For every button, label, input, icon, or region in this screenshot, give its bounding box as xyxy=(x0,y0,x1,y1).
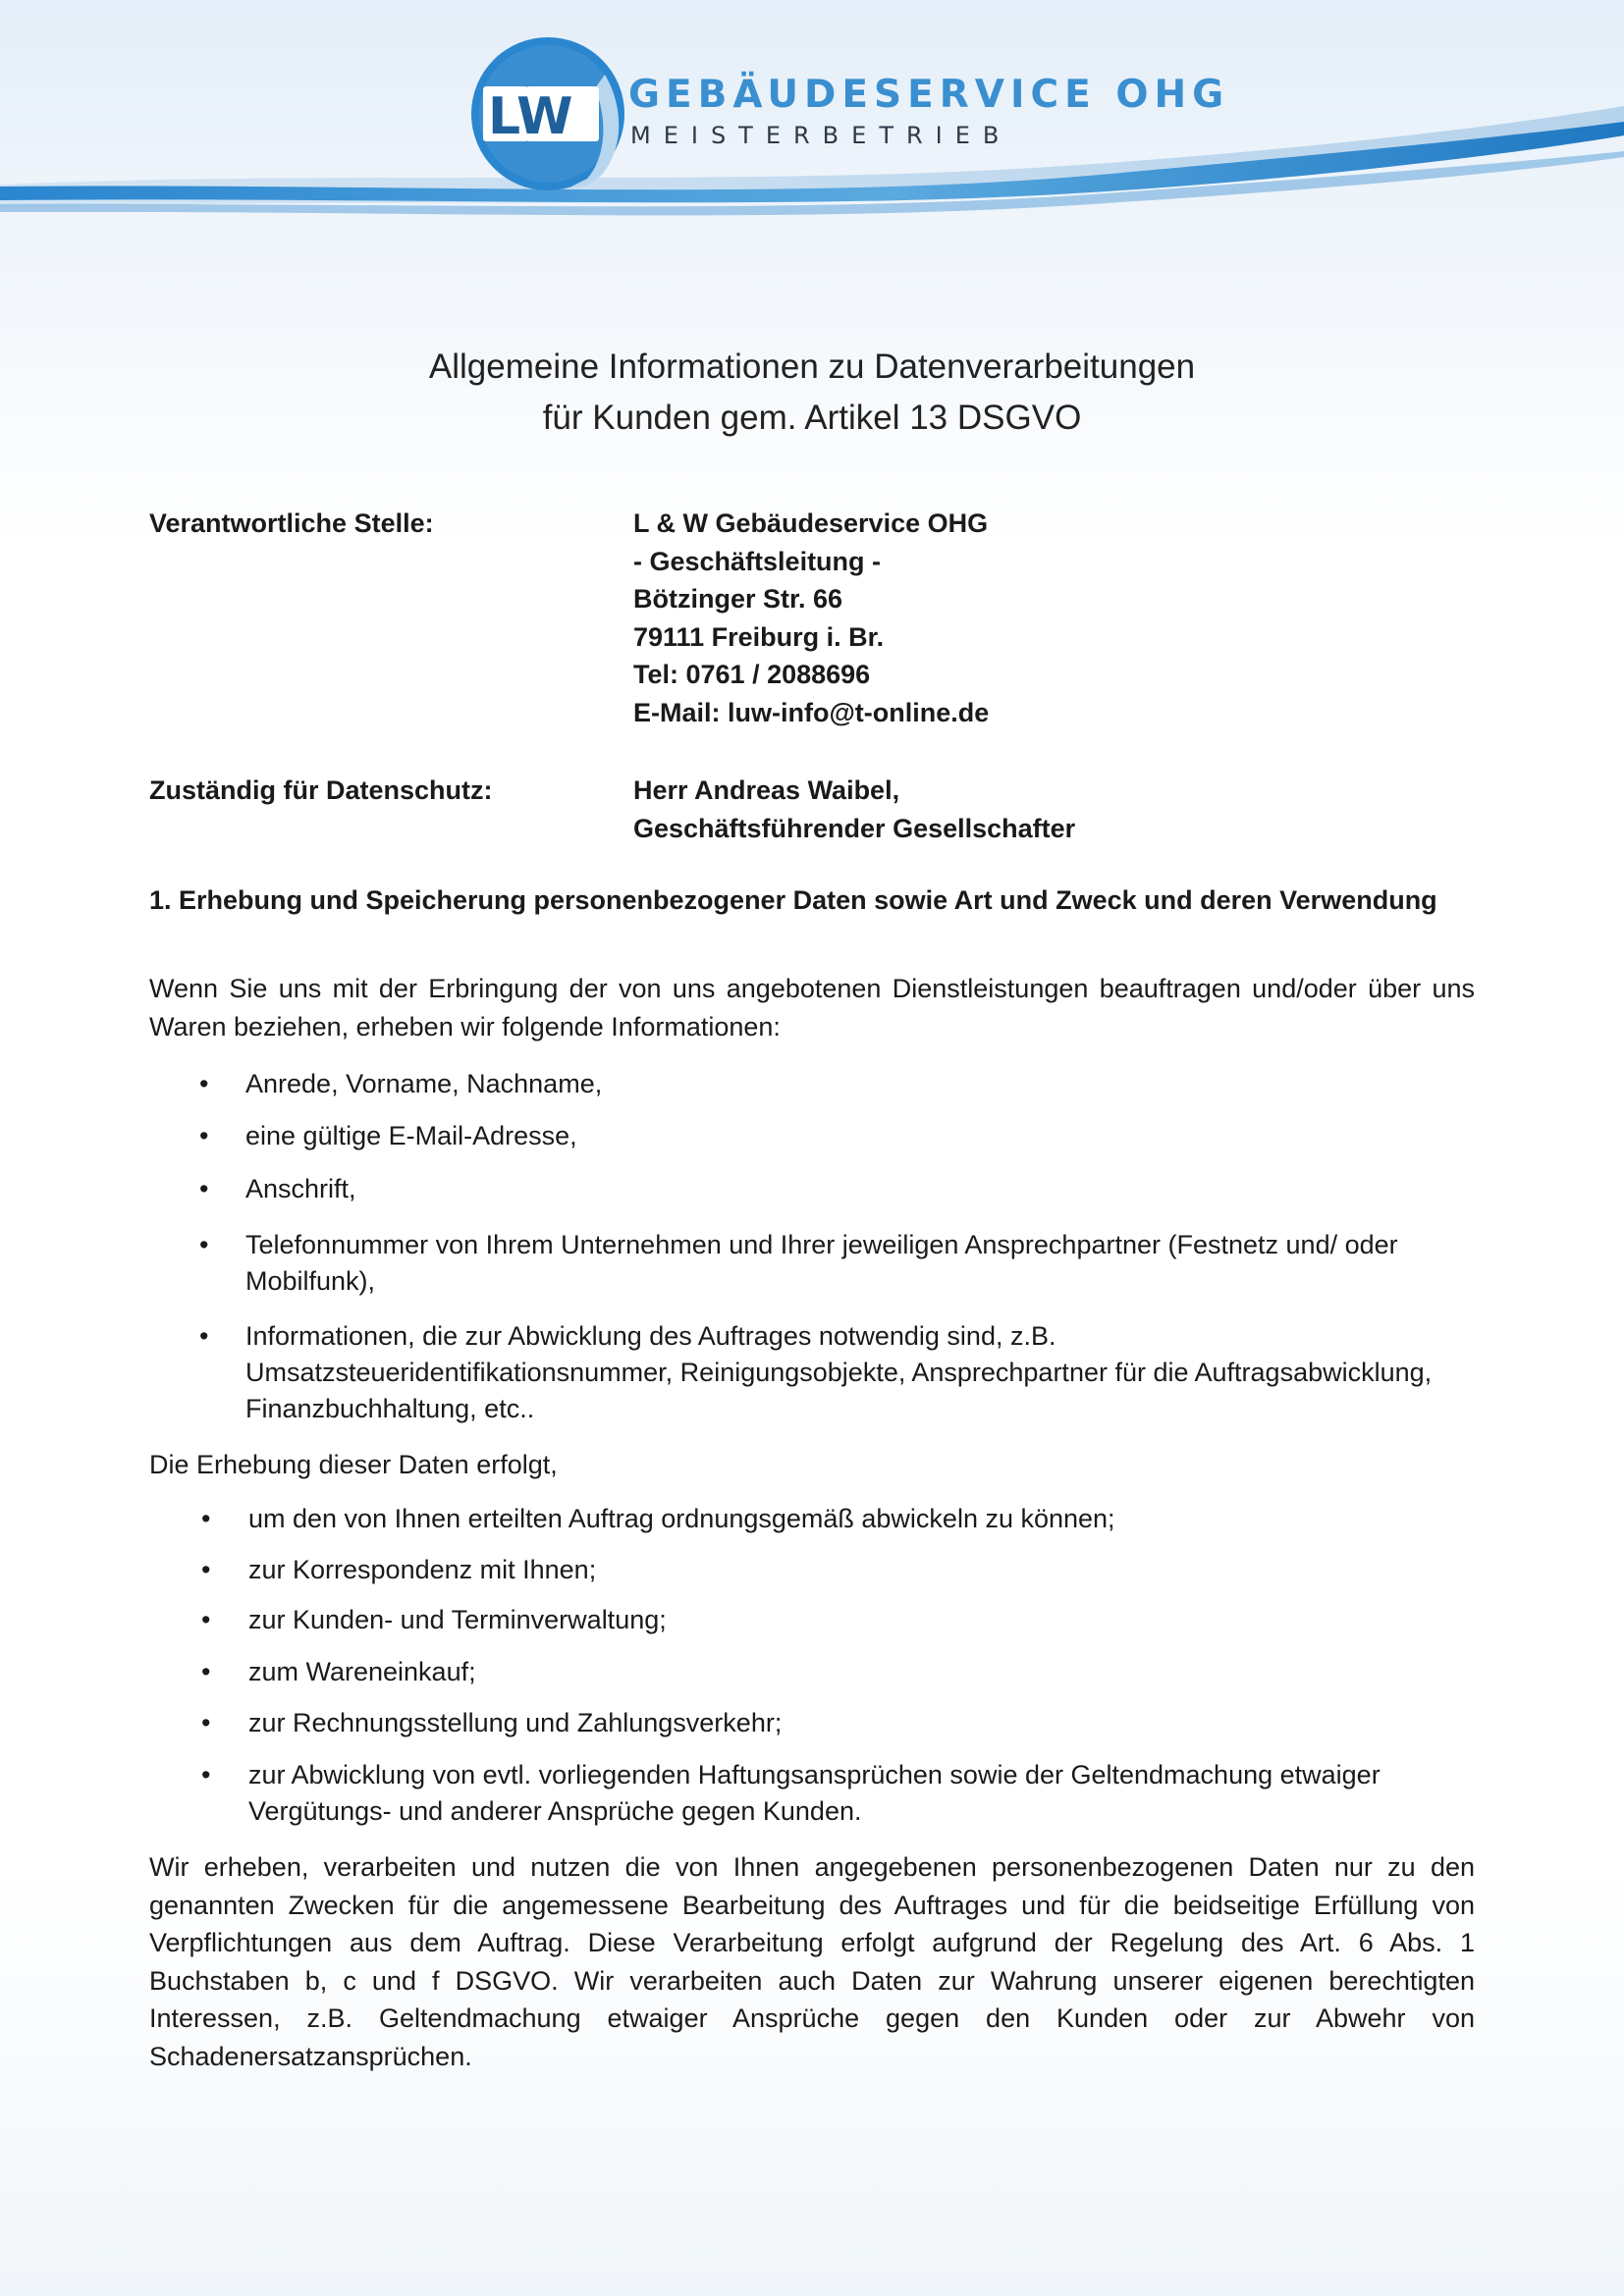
responsible-address xyxy=(633,505,989,731)
section-1-heading: 1. Erhebung und Speicherung personenbezogener Daten sowie Art und Zweck und deren Verwendung xyxy=(149,885,1437,915)
list-item-text: um den von Ihnen erteilten Auftrag ordnungsgemäß abwickeln zu können; xyxy=(248,1504,1115,1533)
list-item-text: eine gültige E-Mail-Adresse, xyxy=(245,1121,577,1150)
bullet: • xyxy=(201,1605,211,1634)
responsible-label: Verantwortliche Stelle: xyxy=(149,508,434,538)
bullet: • xyxy=(201,1555,211,1584)
bullet: • xyxy=(201,1504,211,1533)
data-protection-person: Herr Andreas Waibel, xyxy=(633,775,900,805)
section-1-intro: Wenn Sie uns mit der Erbringung der von uns angebotenen Dienstleistungen beauftragen und/oder über uns Waren beziehen, erheben wir folgende Informationen: xyxy=(149,974,1475,1041)
list-item-text: Anschrift, xyxy=(245,1174,356,1203)
responsible-company: L & W Gebäudeservice OHG xyxy=(633,508,989,538)
title-line-1: Allgemeine Informationen zu Datenverarbeitungen xyxy=(428,347,1196,386)
list-item-text: zur Rechnungsstellung und Zahlungsverkehr; xyxy=(248,1708,783,1737)
bullet: • xyxy=(201,1708,211,1737)
data-protection-contact xyxy=(633,772,1075,847)
company-name: GEBÄUDESERVICE OHG xyxy=(628,73,1230,117)
list-item-text: zur Korrespondenz mit Ihnen; xyxy=(248,1555,597,1584)
bullet: • xyxy=(199,1121,209,1150)
letterhead xyxy=(0,0,1624,324)
bullet: • xyxy=(199,1321,209,1351)
bullet: • xyxy=(201,1760,211,1789)
responsible-street: Bötzinger Str. 66 xyxy=(633,584,843,614)
company-logo xyxy=(458,35,644,192)
responsible-email: E-Mail: luw-info@t-online.de xyxy=(633,697,990,727)
bullet: • xyxy=(199,1174,209,1203)
list-item-text: zum Wareneinkauf; xyxy=(248,1657,476,1686)
responsible-phone: Tel: 0761 / 2088696 xyxy=(633,660,871,689)
header-wave-graphic xyxy=(0,0,1624,324)
bullet: • xyxy=(199,1230,209,1259)
logo-letters: LW xyxy=(488,87,573,146)
processing-legal-basis-paragraph: Wir erheben, verarbeiten und nutzen die von Ihnen angegebenen personenbezogenen Daten nur zu den genannten Zwecken für die angemessene Bearbeitung des Auftrages und für die beidseitige Erfüllung von Verpflichtungen aus dem Auftrag. Diese Verarbeitung erfolgt aufgrund der Regelung des Art. 6 Abs. 1 Buchstaben b, c und f DSGVO. Wir verarbeiten auch Daten zur Wahrung unserer eigenen berechtigten Interessen, z.B. Geltendmachung etwaiger Ansprüche gegen den Kunden oder zur Abwehr von Schadenersatzansprüchen. xyxy=(149,1852,1475,2071)
list-item-text: Telefonnummer von Ihrem Unternehmen und Ihrer jeweiligen Ansprechpartner (Festnetz und/ oder Mobilfunk), xyxy=(245,1230,1398,1296)
purpose-intro: Die Erhebung dieser Daten erfolgt, xyxy=(149,1450,558,1479)
bullet: • xyxy=(199,1069,209,1098)
company-tagline: MEISTERBETRIEB xyxy=(630,122,1012,149)
list-item-text: zur Kunden- und Terminverwaltung; xyxy=(248,1605,667,1634)
responsible-department: - Geschäftsleitung - xyxy=(633,546,882,576)
title-line-2: für Kunden gem. Artikel 13 DSGVO xyxy=(542,399,1082,437)
list-item-text: Anrede, Vorname, Nachname, xyxy=(245,1069,603,1098)
list-item-text: zur Abwicklung von evtl. vorliegenden Haftungsansprüchen sowie der Geltendmachung etwaiger Vergütungs- und anderer Ansprüche gegen Kunden. xyxy=(248,1760,1380,1826)
data-protection-label: Zuständig für Datenschutz: xyxy=(149,775,493,805)
bullet: • xyxy=(201,1657,211,1686)
data-protection-role: Geschäftsführender Gesellschafter xyxy=(633,813,1076,843)
document-title xyxy=(149,342,1475,444)
responsible-city: 79111 Freiburg i. Br. xyxy=(633,621,885,652)
list-item-text: Informationen, die zur Abwicklung des Auftrages notwendig sind, z.B. Umsatzsteueridentifikationsnummer, Reinigungsobjekte, Ansprechpartner für die Auftragsabwicklung, Finanzbuchhaltung, etc.. xyxy=(245,1321,1433,1423)
